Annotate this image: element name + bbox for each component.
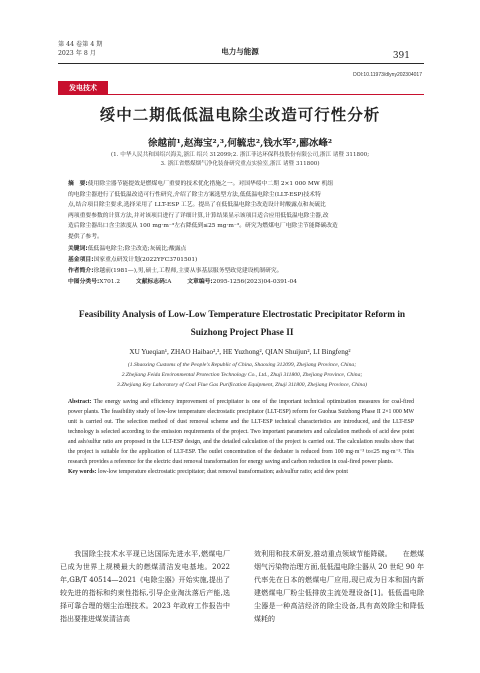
- author-bio-cn: [68, 265, 412, 274]
- authors-en: XU Yueqian¹, ZHAO Haibao²,³, HE Yuzhong², QIAN Shuijun², LI Bingfeng²: [129, 348, 351, 356]
- section-rule: [108, 94, 424, 95]
- article-no-label: 文章编号:: [187, 279, 213, 285]
- page-number: 391: [392, 51, 410, 61]
- affiliation-line: 2.Zhejiang Feida Environmental Protection Technology Co., Ltd., Zhuji 311800, Zhejiang Province, China;: [121, 372, 363, 378]
- title-en: Feasibility Analysis of Low-Low Temperature Electrostatic Precipitator Reform in Suizhong Project Phase II: [78, 310, 406, 338]
- keywords-en-text: low-low temperature electrostatic precipitator; dust removal transformation; ash/sulfur ratio; acid dew point: [97, 469, 348, 475]
- keywords-label: 关键词:: [68, 246, 88, 252]
- article-no-value: 2095-1256(2023)04-0391-04: [212, 279, 297, 285]
- body-column-right: [254, 548, 424, 625]
- section-badge: 发电技术: [58, 81, 108, 95]
- keywords-text: 低低温电除尘;除尘改造;灰硫比;酸露点: [87, 246, 187, 252]
- issue-date: 2023 年 8 月: [58, 50, 96, 57]
- fund-label: 基金项目:: [68, 257, 94, 263]
- affiliation-line: 3.Zhejiang Key Laboratory of Coal Flue Gas Purification Equipment, Zhuji 311800, Zhejiang Province, China): [117, 382, 367, 388]
- abstract-line: 提供了参考。: [68, 233, 103, 240]
- abstract-line: 造后除尘器出口含尘浓度从 100 mg·m⁻³左右降低到≤25 mg·m⁻³。研究为燃煤电厂电除尘节能降碳改造: [68, 223, 338, 230]
- doc-code-value: A: [167, 279, 172, 285]
- abstract-line: 的电除尘器进行了低低温改造可行性研究,介绍了除尘方案选型方法,低低温电除尘(LLT-ESP)技术特: [68, 191, 321, 198]
- body-column-left: [60, 548, 230, 625]
- keywords-en: [68, 467, 414, 477]
- abstract-label: 摘 要:: [68, 181, 88, 187]
- volume-issue: 第 44 卷第 4 期: [58, 41, 103, 48]
- abstract-cn: [68, 179, 412, 243]
- abstract-en-label: Abstract:: [68, 399, 92, 405]
- keywords-en-label: Key words:: [68, 469, 97, 475]
- keywords-cn: [68, 243, 412, 252]
- abstract-line: 使用除尘器节能提效是燃煤电厂重要的技术优化措施之一。对国华绥中二期 2×1 000 MW 机组: [87, 181, 334, 187]
- author-bio-text: 徐越前(1981—),男,硕士,工程师,主要从事基层服务型政党建设机制研究。: [93, 268, 283, 274]
- fund-text: 国家重点研发计划(2022YFC3701501): [93, 257, 198, 263]
- classification: [68, 276, 412, 285]
- doi: DOI:10.11973/dlyny202304017: [353, 72, 422, 78]
- doc-code-label: 文献标志码:: [135, 279, 168, 285]
- affiliations-en: [60, 360, 424, 390]
- affiliation-line: 3. 浙江省燃煤烟气净化装备研究重点实验室,浙江 诸暨 311800): [160, 161, 320, 167]
- title-cn: 绥中二期低低温电除尘改造可行性分析: [99, 106, 381, 124]
- abstract-line: 两项重要参数的计算方法,并对该项目进行了详细计算,计算结果显示该项目适合应用低低温电除尘器,改: [68, 212, 329, 219]
- affiliation-line: (1.Shaoxing Customs of the People's Republic of China, Shaoxing 312099, Zhejiang Province, China;: [127, 362, 357, 368]
- body-paragraph: 效利用和技术研发,推动重点领域节能降碳。 在燃煤烟气污染物治理方面,低低温电除尘器从 20 世纪 90 年代率先在日本的燃煤电厂应用,现已成为日本和国内新建燃煤电厂粉尘低排放主流处理设备[1]。低低温电除尘器是一种高洁经济的除尘设备,具有高效除尘和降低煤耗的: [254, 550, 424, 623]
- clc-value: X701.2: [99, 279, 121, 285]
- abstract-en: [68, 397, 414, 477]
- affiliations-cn: [0, 151, 480, 169]
- journal-name: 电力与能源: [221, 47, 259, 56]
- affiliation-line: (1. 中华人民共和国绍兴海关,浙江 绍兴 312099;2. 浙江菲达环保科技股份有限公司,浙江 诸暨 311800;: [110, 152, 370, 158]
- clc-label: 中图分类号:: [68, 279, 100, 285]
- body-paragraph: 我国除尘技术水平现已达国际先进水平,燃煤电厂已成为世界上规模最大的燃煤清洁发电基地。2022 年,GB/T 40514—2021《电除尘器》开始实施,提出了较先进的指标和约束性指标,引导企业淘汰落后产能,选择可靠合理的烟尘治理技术。2023 年政府工作报告中指出要推进煤炭清洁高: [60, 550, 230, 623]
- abstract-en-text: The energy saving and efficiency improvement of precipitator is one of the important technical optimization measures for coal-fired power plants. The feasibility study of low-low temperature electrostatic precipitator (LLT-ESP) reform for Guohua Suizhong Phase II 2×1 000 MW unit is carried out. The selection method of dust removal scheme and the LLT-ESP technical characteristics are introduced, and the LLT-ESP technology is selected according to the emission requirements of the project. Two important parameters and calculation methods of acid dew point and ash/sulfur ratio are proposed in the LLT-ESP design, and the detailed calculation of the project is carried out. The calculation results show that the project is suitable for the application of LLT-ESP. The outlet concentration of the deduster is reduced from 100 mg·m⁻³ to≤25 mg·m⁻³. This research provides a reference for the electric dust removal transformation for energy saving and carbon reduction in coal-fired power plants.: [68, 399, 414, 465]
- header-rule: [58, 63, 424, 64]
- authors-cn: 徐越前¹,赵海宝²,³,何毓忠²,钱水军²,郦冰峰²: [147, 138, 332, 149]
- fund-cn: [68, 254, 412, 263]
- abstract-line: 点,结合项目除尘要求,选择采用了 LLT-ESP 工艺。提出了在低低温电除尘改造设计时酸露点和灰硫比: [68, 202, 326, 209]
- author-bio-label: 作者简介:: [68, 268, 94, 274]
